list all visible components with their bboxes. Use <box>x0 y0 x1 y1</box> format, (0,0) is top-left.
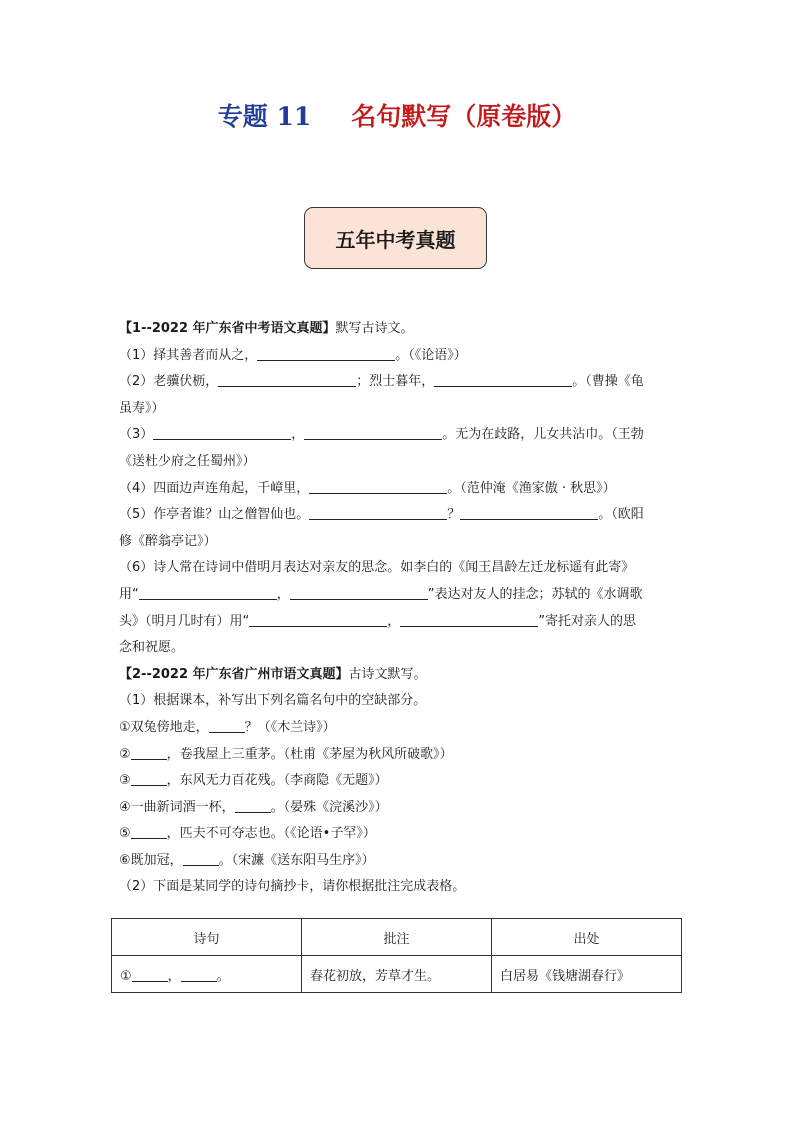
answer-blank[interactable] <box>460 504 598 520</box>
text: 头》（明月几时有）用“ <box>119 613 250 629</box>
q2-item-4 <box>119 795 679 822</box>
text: ？ <box>447 507 461 523</box>
q2-instruction: 古诗文默写。 <box>348 666 427 682</box>
answer-blank[interactable] <box>434 371 572 387</box>
cell-poem <box>112 956 302 993</box>
q2-item-3 <box>119 768 679 795</box>
text: 。（宋濂《送东阳马生序》） <box>218 852 375 868</box>
answer-blank[interactable] <box>132 966 168 982</box>
text: 。无为在歧路，儿女共沾巾。（王勃 <box>442 427 644 443</box>
q1-instruction: 默写古诗文。 <box>335 321 414 336</box>
text: （3） <box>119 427 154 443</box>
text: ，匹夫不可夺志也。（《论语•子罕》） <box>166 826 376 842</box>
header-poem: 诗句 <box>112 919 302 956</box>
answer-blank[interactable] <box>181 966 217 982</box>
answer-blank[interactable] <box>249 611 387 627</box>
text: ， <box>387 613 401 629</box>
answer-blank[interactable] <box>131 823 167 839</box>
q2-heading: 【2--2022 年广东省广州市语文真题】 <box>119 666 349 682</box>
answer-blank[interactable] <box>400 611 538 627</box>
text: ， <box>291 427 305 443</box>
text: 。（曹操《龟 <box>572 374 644 390</box>
text: ，卷我屋上三重茅。（杜甫《茅屋为秋风所破歌》） <box>166 746 453 762</box>
q1-item-2-cont <box>119 396 679 423</box>
q1-item-3 <box>119 422 679 449</box>
q1-item-6-cont2 <box>119 609 679 636</box>
header-annotation: 批注 <box>302 919 492 956</box>
title-edition: （原卷版） <box>451 102 577 131</box>
text: ”表达对友人的挂念；苏轼的《水调歌 <box>427 586 643 602</box>
answer-blank[interactable] <box>309 478 447 494</box>
answer-blank[interactable] <box>309 504 447 520</box>
answer-blank[interactable] <box>131 770 167 786</box>
answer-blank[interactable] <box>183 850 219 866</box>
text: ⑤ <box>119 826 131 842</box>
q1-item-5-cont <box>119 529 679 556</box>
text: ④一曲新词酒一杯， <box>119 799 235 815</box>
question-content <box>119 316 679 901</box>
q2-item-6 <box>119 848 679 875</box>
text: ， <box>167 968 181 984</box>
text: 。（范仲淹《渔家傲 · 秋思》） <box>447 480 616 496</box>
text: ③ <box>119 773 131 789</box>
q1-item-4 <box>119 476 679 503</box>
text: 用“ <box>119 586 139 602</box>
text: 虽寿》） <box>119 400 165 416</box>
text: 念和祝愿。 <box>119 640 185 656</box>
section-badge: 五年中考真题 <box>304 207 487 269</box>
answer-blank[interactable] <box>131 744 167 760</box>
text: （1）择其善者而从之， <box>119 347 258 363</box>
answer-blank[interactable] <box>257 345 395 361</box>
q2-heading-line <box>119 662 679 689</box>
text: ？（《木兰诗》） <box>244 719 336 735</box>
text: ⑥既加冠， <box>119 852 183 868</box>
q2-item-5 <box>119 821 679 848</box>
answer-blank[interactable] <box>235 797 271 813</box>
text: ；烈士暮年， <box>356 374 435 390</box>
text: 。 <box>216 968 230 984</box>
answer-blank[interactable] <box>139 584 277 600</box>
q2-part-1 <box>119 688 679 715</box>
answer-blank[interactable] <box>290 584 428 600</box>
table-row <box>112 956 682 993</box>
text: （2）老骥伏枥， <box>119 374 219 390</box>
answer-blank[interactable] <box>153 424 291 440</box>
text: （1）根据课本，补写出下列名篇名句中的空缺部分。 <box>119 693 427 709</box>
poem-card-table <box>111 918 682 993</box>
text: ”寄托对亲人的思 <box>538 613 637 629</box>
q1-item-6-cont3 <box>119 635 679 662</box>
text: 修《醉翁亭记》） <box>119 533 217 549</box>
text: （5）作亭者谁？山之僧智仙也。 <box>119 507 310 523</box>
cell-source: 白居易《钱塘湖春行》 <box>492 956 682 993</box>
answer-blank[interactable] <box>304 424 442 440</box>
q1-item-1 <box>119 343 679 370</box>
q1-heading-line <box>119 316 679 343</box>
q1-heading: 【1--2022 年广东省中考语文真题】 <box>119 321 336 336</box>
title-topic-name: 名句默写 <box>351 102 452 131</box>
text: 《送杜少府之任蜀州》） <box>119 453 256 469</box>
header-source: 出处 <box>492 919 682 956</box>
q2-item-2 <box>119 742 679 769</box>
text: ① <box>120 968 132 984</box>
q1-item-6-cont1 <box>119 582 679 609</box>
text: （2）下面是某同学的诗句摘抄卡，请你根据批注完成表格。 <box>119 879 466 895</box>
q1-item-5 <box>119 502 679 529</box>
text: ， <box>276 586 290 602</box>
answer-blank[interactable] <box>209 717 245 733</box>
cell-annotation: 春花初放，芳草才生。 <box>302 956 492 993</box>
q1-item-6 <box>119 555 679 582</box>
text: ，东风无力百花残。（李商隐《无题》） <box>166 773 388 789</box>
text: 。（欧阳 <box>598 507 644 523</box>
text: 。（晏殊《浣溪沙》） <box>270 799 388 815</box>
q2-item-1 <box>119 715 679 742</box>
table-header-row <box>112 919 682 956</box>
text: 。（《论语》） <box>395 347 467 363</box>
page-title <box>0 97 794 133</box>
text: （4）四面边声连角起，千嶂里， <box>119 480 310 496</box>
answer-blank[interactable] <box>218 371 356 387</box>
q1-item-2 <box>119 369 679 396</box>
title-topic-number: 专题 11 <box>217 102 312 131</box>
text: ② <box>119 746 131 762</box>
q1-item-3-cont <box>119 449 679 476</box>
text: （6）诗人常在诗词中借明月表达对亲友的思念。如李白的《闻王昌龄左迁龙标遥有此寄》 <box>119 560 635 576</box>
q2-part-2 <box>119 874 679 901</box>
text: ①双兔傍地走， <box>119 719 209 735</box>
